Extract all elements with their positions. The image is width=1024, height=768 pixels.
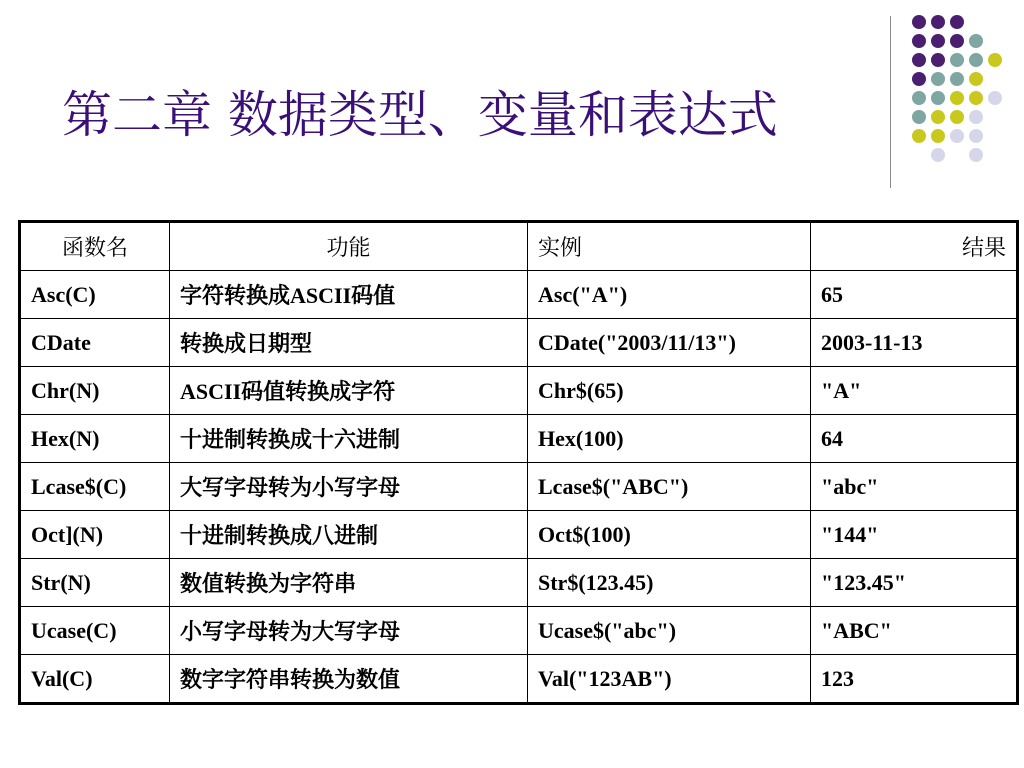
function-table — [18, 220, 1019, 705]
purpose-cell: 小写字母转为大写字母 — [170, 607, 528, 655]
decor-dot — [969, 129, 983, 143]
result-cell: "123.45" — [811, 559, 1018, 607]
decor-dot — [931, 148, 945, 162]
decor-dot — [912, 72, 926, 86]
decor-dot — [912, 53, 926, 67]
decor-dot — [931, 110, 945, 124]
decor-dot — [950, 91, 964, 105]
decor-dot — [969, 148, 983, 162]
decor-dot — [988, 91, 1002, 105]
header-function-name: 函数名 — [20, 222, 170, 271]
decor-dot — [912, 91, 926, 105]
table-row — [20, 463, 1018, 511]
function-cell: Asc(C) — [20, 271, 170, 319]
table-header-row — [20, 222, 1018, 271]
header-result: 结果 — [811, 222, 1018, 271]
function-cell: Ucase(C) — [20, 607, 170, 655]
function-cell: CDate — [20, 319, 170, 367]
decor-dot — [950, 34, 964, 48]
result-cell: 65 — [811, 271, 1018, 319]
decor-dot — [969, 34, 983, 48]
result-cell: "A" — [811, 367, 1018, 415]
decor-dot — [931, 53, 945, 67]
purpose-cell: 数值转换为字符串 — [170, 559, 528, 607]
decor-dot — [931, 91, 945, 105]
function-cell: Val(C) — [20, 655, 170, 704]
result-cell: 123 — [811, 655, 1018, 704]
decor-dot — [969, 72, 983, 86]
table-row — [20, 319, 1018, 367]
decor-dot — [969, 91, 983, 105]
decor-dot — [950, 53, 964, 67]
function-cell: Chr(N) — [20, 367, 170, 415]
decor-dot — [912, 110, 926, 124]
example-cell: Oct$(100) — [528, 511, 811, 559]
decor-dot — [912, 15, 926, 29]
table-row — [20, 655, 1018, 704]
purpose-cell: 转换成日期型 — [170, 319, 528, 367]
result-cell: "144" — [811, 511, 1018, 559]
decorative-dot-grid — [0, 0, 1024, 200]
header-example: 实例 — [528, 222, 811, 271]
purpose-cell: 数字字符串转换为数值 — [170, 655, 528, 704]
example-cell: Ucase$("abc") — [528, 607, 811, 655]
table-row — [20, 415, 1018, 463]
result-cell: "abc" — [811, 463, 1018, 511]
decor-dot — [950, 129, 964, 143]
function-cell: Oct](N) — [20, 511, 170, 559]
example-cell: Str$(123.45) — [528, 559, 811, 607]
result-cell: 2003-11-13 — [811, 319, 1018, 367]
purpose-cell: 大写字母转为小写字母 — [170, 463, 528, 511]
table-row — [20, 511, 1018, 559]
decor-dot — [931, 129, 945, 143]
decor-dot — [950, 72, 964, 86]
purpose-cell: 字符转换成ASCII码值 — [170, 271, 528, 319]
purpose-cell: 十进制转换成十六进制 — [170, 415, 528, 463]
example-cell: Chr$(65) — [528, 367, 811, 415]
header-purpose: 功能 — [170, 222, 528, 271]
table-row — [20, 367, 1018, 415]
decor-dot — [912, 34, 926, 48]
table-row — [20, 607, 1018, 655]
function-cell: Hex(N) — [20, 415, 170, 463]
decor-dot — [912, 129, 926, 143]
example-cell: CDate("2003/11/13") — [528, 319, 811, 367]
slide-title: 第二章 数据类型、变量和表达式 — [62, 86, 778, 144]
example-cell: Lcase$("ABC") — [528, 463, 811, 511]
decor-dot — [950, 110, 964, 124]
decor-dot — [988, 53, 1002, 67]
result-cell: 64 — [811, 415, 1018, 463]
result-cell: "ABC" — [811, 607, 1018, 655]
decor-dot — [969, 53, 983, 67]
purpose-cell: ASCII码值转换成字符 — [170, 367, 528, 415]
example-cell: Asc("A") — [528, 271, 811, 319]
decor-dot — [950, 15, 964, 29]
decor-dot — [969, 110, 983, 124]
table-row — [20, 271, 1018, 319]
decor-dot — [931, 72, 945, 86]
decor-dot — [931, 15, 945, 29]
function-cell: Str(N) — [20, 559, 170, 607]
decor-dot — [931, 34, 945, 48]
table-row — [20, 559, 1018, 607]
example-cell: Hex(100) — [528, 415, 811, 463]
function-cell: Lcase$(C) — [20, 463, 170, 511]
purpose-cell: 十进制转换成八进制 — [170, 511, 528, 559]
example-cell: Val("123AB") — [528, 655, 811, 704]
